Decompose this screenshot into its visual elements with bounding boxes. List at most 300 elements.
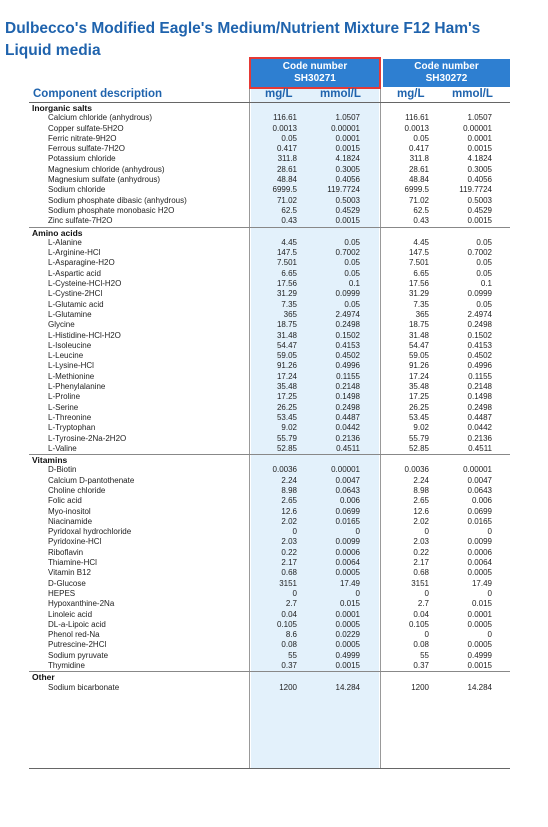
mmol-value-sh30272: 0.0005 xyxy=(467,640,492,650)
mmol-value-sh30272: 0.0699 xyxy=(467,506,492,516)
mg-value-sh30272: 0.68 xyxy=(413,568,429,578)
component-name: Glycine xyxy=(48,320,75,330)
mmol-value-sh30272: 0.0643 xyxy=(467,485,492,495)
mg-value-sh30272: 0.417 xyxy=(408,144,429,154)
table-row xyxy=(29,579,510,589)
mmol-value-sh30272: 0.00001 xyxy=(463,123,492,133)
mg-value-sh30272: 0.105 xyxy=(408,619,429,629)
mg-value-sh30271: 3151 xyxy=(279,578,297,588)
mmol-value-sh30271: 0.1502 xyxy=(335,330,360,340)
mg-value-sh30271: 4.45 xyxy=(281,237,297,247)
table-row xyxy=(29,258,510,268)
mg-value-sh30271: 0.68 xyxy=(281,568,297,578)
component-name: L-Cysteine-HCl-H2O xyxy=(48,279,122,289)
component-name: Riboflavin xyxy=(48,547,84,557)
mmol-value-sh30271: 4.1824 xyxy=(335,154,360,164)
mmol-value-sh30272: 0.0015 xyxy=(467,216,492,226)
component-name: L-Proline xyxy=(48,392,81,402)
component-name: Pyridoxine-HCl xyxy=(48,537,102,547)
mg-value-sh30271: 54.47 xyxy=(276,340,297,350)
section-heading: Other xyxy=(29,671,510,682)
mg-value-sh30272: 8.98 xyxy=(413,485,429,495)
component-name: D-Glucose xyxy=(48,578,86,588)
table-row xyxy=(29,361,510,371)
mmol-value-sh30271: 0.2498 xyxy=(335,320,360,330)
table-row xyxy=(29,372,510,382)
mg-value-sh30271: 35.48 xyxy=(276,382,297,392)
mmol-value-sh30271: 0.4153 xyxy=(335,340,360,350)
mmol-value-sh30271: 0.0005 xyxy=(335,619,360,629)
table-row xyxy=(29,196,510,206)
mmol-value-sh30271: 0.0442 xyxy=(335,423,360,433)
mmol-value-sh30272: 0.015 xyxy=(471,599,492,609)
mmol-value-sh30271: 0.3005 xyxy=(335,164,360,174)
table-row xyxy=(29,403,510,413)
mg-value-sh30272: 2.65 xyxy=(413,496,429,506)
table-row xyxy=(29,423,510,433)
mg-value-sh30272: 62.5 xyxy=(413,205,429,215)
mg-value-sh30271: 0.43 xyxy=(281,216,297,226)
mg-value-sh30271: 6999.5 xyxy=(272,185,297,195)
mmol-value-sh30271: 0.2148 xyxy=(335,382,360,392)
mg-value-sh30272: 31.29 xyxy=(408,289,429,299)
mmol-value-sh30271: 0.0643 xyxy=(335,485,360,495)
mmol-value-sh30271: 0.0165 xyxy=(335,516,360,526)
component-name: L-Alanine xyxy=(48,237,82,247)
component-name: Zinc sulfate-7H2O xyxy=(48,216,113,226)
mmol-value-sh30272: 0.0015 xyxy=(467,661,492,671)
component-name: Magnesium sulfate (anhydrous) xyxy=(48,175,161,185)
mmol-value-sh30271: 0.0005 xyxy=(335,568,360,578)
component-name: Sodium phosphate dibasic (anhydrous) xyxy=(48,195,187,205)
component-name: L-Arginine-HCl xyxy=(48,248,101,258)
mmol-value-sh30272: 0.2498 xyxy=(467,402,492,412)
mmol-value-sh30272: 0.0165 xyxy=(467,516,492,526)
mg-value-sh30271: 0 xyxy=(292,527,297,537)
mg-value-sh30272: 31.48 xyxy=(408,330,429,340)
mg-value-sh30272: 54.47 xyxy=(408,340,429,350)
mg-value-sh30271: 365 xyxy=(283,309,297,319)
mg-value-sh30272: 0 xyxy=(424,630,429,640)
mg-value-sh30272: 59.05 xyxy=(408,351,429,361)
mmol-value-sh30272: 0.2148 xyxy=(467,382,492,392)
table-row xyxy=(29,310,510,320)
mg-value-sh30271: 0.0036 xyxy=(272,465,297,475)
mg-value-sh30272: 3151 xyxy=(411,578,429,588)
table-row xyxy=(29,568,510,578)
mmol-value-sh30272: 0.0005 xyxy=(467,619,492,629)
section-heading: Vitamins xyxy=(29,454,510,465)
mg-value-sh30272: 17.56 xyxy=(408,279,429,289)
code-label: Code number xyxy=(282,61,348,72)
mg-value-sh30272: 0.08 xyxy=(413,640,429,650)
mg-value-sh30272: 17.25 xyxy=(408,392,429,402)
table-row xyxy=(29,320,510,330)
mg-value-sh30271: 18.75 xyxy=(276,320,297,330)
table-row xyxy=(29,630,510,640)
component-name: L-Leucine xyxy=(48,351,84,361)
mmol-value-sh30271: 1.0507 xyxy=(335,113,360,123)
mmol-value-sh30271: 0.0001 xyxy=(335,133,360,143)
mmol-value-sh30271: 0.0229 xyxy=(335,630,360,640)
mmol-value-sh30272: 0.4502 xyxy=(467,351,492,361)
component-name: HEPES xyxy=(48,588,76,598)
mg-value-sh30271: 12.6 xyxy=(281,506,297,516)
mmol-value-sh30271: 0.1155 xyxy=(336,371,360,381)
mg-value-sh30271: 31.29 xyxy=(276,289,297,299)
component-name: Pyridoxal hydrochloride xyxy=(48,527,132,537)
mmol-value-sh30272: 0 xyxy=(487,630,492,640)
mg-value-sh30272: 6.65 xyxy=(413,268,429,278)
mg-value-sh30271: 0.08 xyxy=(281,640,297,650)
component-name: Choline chloride xyxy=(48,485,106,495)
mg-value-sh30271: 28.61 xyxy=(276,164,297,174)
mmol-value-sh30271: 0.4996 xyxy=(335,361,360,371)
table-row xyxy=(29,238,510,248)
table-row xyxy=(29,517,510,527)
component-name: Linoleic acid xyxy=(48,609,93,619)
mmol-value-sh30272: 0.1 xyxy=(480,279,492,289)
mmol-value-sh30271: 0 xyxy=(355,527,360,537)
mg-value-sh30272: 53.45 xyxy=(408,412,429,422)
component-name: L-Lysine-HCl xyxy=(48,361,94,371)
component-name: Phenol red-Na xyxy=(48,630,100,640)
table-row xyxy=(29,486,510,496)
component-name: Thiamine-HCl xyxy=(48,558,97,568)
component-name: L-Threonine xyxy=(48,412,92,422)
component-name: Folic acid xyxy=(48,496,82,506)
table-row xyxy=(29,279,510,289)
table-row xyxy=(29,465,510,475)
mg-value-sh30272: 6999.5 xyxy=(404,185,429,195)
mg-value-sh30272: 0 xyxy=(424,527,429,537)
mmol-value-sh30271: 0.05 xyxy=(344,268,360,278)
mg-value-sh30271: 0.04 xyxy=(281,609,297,619)
table-row xyxy=(29,589,510,599)
table-row xyxy=(29,248,510,258)
mmol-value-sh30272: 0.0001 xyxy=(467,133,492,143)
mmol-value-sh30271: 0.0015 xyxy=(335,216,360,226)
table-row xyxy=(29,165,510,175)
code-label: Code number xyxy=(414,61,479,72)
mmol-value-sh30272: 0.1155 xyxy=(468,371,492,381)
mg-value-sh30272: 71.02 xyxy=(408,195,429,205)
table-row xyxy=(29,175,510,185)
component-name: Calcium D-pantothenate xyxy=(48,475,135,485)
mg-value-sh30271: 26.25 xyxy=(276,402,297,412)
table-header xyxy=(0,87,548,102)
component-name: Ferric nitrate-9H2O xyxy=(48,133,117,143)
component-name: L-Asparagine-H2O xyxy=(48,258,115,268)
mg-value-sh30271: 2.24 xyxy=(281,475,297,485)
mg-value-sh30271: 8.98 xyxy=(281,485,297,495)
mmol-value-sh30271: 0.4529 xyxy=(335,205,360,215)
component-name: Potassium chloride xyxy=(48,154,116,164)
mg-value-sh30272: 2.24 xyxy=(413,475,429,485)
component-name: Sodium bicarbonate xyxy=(48,682,120,692)
mmol-value-sh30271: 0.0999 xyxy=(335,289,360,299)
table-row xyxy=(29,548,510,558)
table-row xyxy=(29,134,510,144)
mg-value-sh30271: 2.65 xyxy=(281,496,297,506)
mg-value-sh30271: 52.85 xyxy=(276,443,297,453)
component-name: Calcium chloride (anhydrous) xyxy=(48,113,153,123)
component-name: L-Glutamic acid xyxy=(48,299,104,309)
component-name: L-Phenylalanine xyxy=(48,382,106,392)
mmol-value-sh30272: 1.0507 xyxy=(467,113,492,123)
mg-value-sh30271: 311.8 xyxy=(277,154,297,164)
mmol-value-sh30272: 17.49 xyxy=(471,578,492,588)
mmol-value-sh30271: 17.49 xyxy=(339,578,360,588)
mmol-value-sh30271: 0.0001 xyxy=(335,609,360,619)
mg-value-sh30272: 0 xyxy=(424,588,429,598)
mg-value-sh30272: 147.5 xyxy=(408,248,429,258)
mmol-value-sh30272: 0.0001 xyxy=(467,609,492,619)
mmol-value-sh30271: 0.5003 xyxy=(335,195,360,205)
mg-value-sh30271: 2.02 xyxy=(281,516,297,526)
component-name: L-Histidine-HCl-H2O xyxy=(48,330,121,340)
mmol-value-sh30271: 0.0015 xyxy=(335,144,360,154)
mg-value-sh30272: 365 xyxy=(415,309,429,319)
component-name: Niacinamide xyxy=(48,516,93,526)
table-row xyxy=(29,599,510,609)
mmol-value-sh30272: 0.0064 xyxy=(467,558,492,568)
mmol-value-sh30272: 0.5003 xyxy=(467,195,492,205)
component-name: L-Tyrosine-2Na-2H2O xyxy=(48,433,127,443)
mg-value-sh30271: 55.79 xyxy=(276,433,297,443)
component-name: Vitamin B12 xyxy=(48,568,91,578)
table-row xyxy=(29,527,510,537)
component-name: L-Valine xyxy=(48,443,77,453)
mmol-value-sh30272: 0.0047 xyxy=(467,475,492,485)
mg-value-sh30272: 1200 xyxy=(411,682,429,692)
component-name: L-Isoleucine xyxy=(48,340,92,350)
mg-value-sh30272: 55 xyxy=(420,650,429,660)
mmol-value-sh30272: 0.0006 xyxy=(467,547,492,557)
mmol-value-sh30272: 0.4511 xyxy=(468,443,492,453)
mmol-value-sh30272: 0.05 xyxy=(476,258,492,268)
mg-value-sh30271: 6.65 xyxy=(281,268,297,278)
mg-value-sh30272: 7.35 xyxy=(413,299,429,309)
mg-value-sh30271: 91.26 xyxy=(276,361,297,371)
mg-value-sh30271: 2.03 xyxy=(281,537,297,547)
mg-value-sh30272: 0.22 xyxy=(413,547,429,557)
mg-value-sh30271: 17.56 xyxy=(276,279,297,289)
component-name: Sodium pyruvate xyxy=(48,650,109,660)
mmol-value-sh30272: 0.4529 xyxy=(467,205,492,215)
mmol-value-sh30272: 0.1502 xyxy=(467,330,492,340)
table-row xyxy=(29,640,510,650)
code-value: SH30272 xyxy=(425,73,468,84)
mg-value-sh30271: 17.25 xyxy=(276,392,297,402)
mg-value-sh30272: 55.79 xyxy=(408,433,429,443)
component-name: L-Serine xyxy=(48,402,79,412)
table-row xyxy=(29,683,510,693)
component-name: Sodium phosphate monobasic H2O xyxy=(48,205,175,215)
table-row xyxy=(29,351,510,361)
mg-value-sh30272: 0.43 xyxy=(413,216,429,226)
mg-value-sh30271: 62.5 xyxy=(281,205,297,215)
mg-value-sh30271: 9.02 xyxy=(281,423,297,433)
mg-value-sh30271: 48.84 xyxy=(276,175,297,185)
mmol-value-sh30272: 0.4996 xyxy=(467,361,492,371)
mg-value-sh30271: 0.417 xyxy=(276,144,297,154)
mmol-value-sh30272: 2.4974 xyxy=(467,309,492,319)
table-row xyxy=(29,154,510,164)
mmol-value-sh30271: 0.00001 xyxy=(331,123,360,133)
mmol-value-sh30271: 0.05 xyxy=(344,237,360,247)
mmol-value-sh30272: 0.2498 xyxy=(467,320,492,330)
mmol-value-sh30272: 0.3005 xyxy=(467,164,492,174)
mmol-value-sh30271: 0.00001 xyxy=(331,465,360,475)
mmol-value-sh30271: 0.006 xyxy=(339,496,360,506)
table-row xyxy=(29,269,510,279)
table-row xyxy=(29,496,510,506)
mg-value-sh30271: 53.45 xyxy=(276,412,297,422)
mg-value-sh30272: 0.0036 xyxy=(404,465,429,475)
section-heading: Amino acids xyxy=(29,227,510,238)
code-value: SH30271 xyxy=(294,73,336,84)
mg-value-sh30272: 2.03 xyxy=(413,537,429,547)
mmol-value-sh30271: 0.0047 xyxy=(335,475,360,485)
mmol-per-liter-header: mmol/L xyxy=(452,88,493,100)
mg-value-sh30272: 28.61 xyxy=(408,164,429,174)
table-row xyxy=(29,413,510,423)
mmol-value-sh30272: 0 xyxy=(487,588,492,598)
table-row xyxy=(29,507,510,517)
mmol-value-sh30272: 0.4153 xyxy=(467,340,492,350)
table-row xyxy=(29,651,510,661)
mg-value-sh30272: 311.8 xyxy=(409,154,429,164)
mg-value-sh30271: 31.48 xyxy=(276,330,297,340)
mmol-value-sh30272: 4.1824 xyxy=(467,154,492,164)
mmol-value-sh30272: 0.4999 xyxy=(467,650,492,660)
mmol-value-sh30271: 0 xyxy=(355,588,360,598)
table-row xyxy=(29,300,510,310)
selection-highlight-box xyxy=(249,57,381,89)
table-row xyxy=(29,124,510,134)
component-name: L-Aspartic acid xyxy=(48,268,101,278)
component-name: Putrescine-2HCl xyxy=(48,640,107,650)
table-row xyxy=(29,392,510,402)
mg-per-liter-header: mg/L xyxy=(265,88,293,100)
mmol-value-sh30272: 0.4056 xyxy=(467,175,492,185)
mg-value-sh30271: 116.61 xyxy=(273,113,297,123)
mmol-value-sh30272: 0.05 xyxy=(476,268,492,278)
mmol-value-sh30271: 0.4502 xyxy=(335,351,360,361)
component-name: Ferrous sulfate-7H2O xyxy=(48,144,125,154)
mmol-value-sh30271: 0.015 xyxy=(339,599,360,609)
table-row xyxy=(29,331,510,341)
component-name: Magnesium chloride (anhydrous) xyxy=(48,164,165,174)
mg-value-sh30272: 91.26 xyxy=(408,361,429,371)
mmol-value-sh30272: 14.284 xyxy=(467,682,492,692)
table-row xyxy=(29,113,510,123)
mg-value-sh30271: 71.02 xyxy=(276,195,297,205)
mg-value-sh30272: 12.6 xyxy=(413,506,429,516)
table-row xyxy=(29,206,510,216)
mmol-value-sh30271: 0.1 xyxy=(348,279,360,289)
mg-value-sh30271: 0.05 xyxy=(281,133,297,143)
mmol-value-sh30272: 0.05 xyxy=(476,299,492,309)
table-row xyxy=(29,620,510,630)
component-name: L-Cystine-2HCl xyxy=(48,289,103,299)
mmol-value-sh30271: 0.2498 xyxy=(335,402,360,412)
mmol-value-sh30272: 0.0442 xyxy=(467,423,492,433)
mg-value-sh30272: 9.02 xyxy=(413,423,429,433)
mg-value-sh30272: 2.17 xyxy=(413,558,429,568)
mg-value-sh30271: 17.24 xyxy=(276,371,297,381)
component-name: L-Tryptophan xyxy=(48,423,96,433)
component-name: L-Methionine xyxy=(48,371,95,381)
table-row xyxy=(29,185,510,195)
mmol-value-sh30271: 0.05 xyxy=(344,299,360,309)
mmol-value-sh30271: 0.7002 xyxy=(335,248,360,258)
mg-value-sh30272: 0.05 xyxy=(413,133,429,143)
mg-value-sh30271: 2.17 xyxy=(281,558,297,568)
mg-value-sh30271: 55 xyxy=(288,650,297,660)
table-row xyxy=(29,144,510,154)
mmol-value-sh30272: 0.2136 xyxy=(467,433,492,443)
mg-value-sh30271: 0.105 xyxy=(276,619,297,629)
mmol-value-sh30271: 0.0006 xyxy=(335,547,360,557)
mg-value-sh30272: 116.61 xyxy=(405,113,429,123)
table-row xyxy=(29,289,510,299)
mg-per-liter-header: mg/L xyxy=(397,88,425,100)
mg-value-sh30271: 0.0013 xyxy=(272,123,297,133)
mmol-value-sh30272: 0.1498 xyxy=(467,392,492,402)
mmol-value-sh30272: 0.0005 xyxy=(467,568,492,578)
mmol-value-sh30272: 0.4487 xyxy=(467,412,492,422)
component-name: DL-a-Lipoic acid xyxy=(48,619,106,629)
mmol-value-sh30271: 0.4511 xyxy=(336,443,360,453)
mg-value-sh30271: 0 xyxy=(292,588,297,598)
mg-value-sh30272: 2.02 xyxy=(413,516,429,526)
page-title: Dulbecco's Modified Eagle's Medium/Nutrient Mixture F12 Ham's Liquid media xyxy=(5,20,481,59)
mmol-per-liter-header: mmol/L xyxy=(320,88,361,100)
mg-value-sh30271: 7.35 xyxy=(281,299,297,309)
mmol-value-sh30271: 0.0005 xyxy=(335,640,360,650)
component-description-header: Component description xyxy=(33,88,163,100)
mmol-value-sh30272: 0.0999 xyxy=(467,289,492,299)
mmol-value-sh30271: 0.4487 xyxy=(335,412,360,422)
mg-value-sh30272: 7.501 xyxy=(408,258,429,268)
mg-value-sh30272: 52.85 xyxy=(408,443,429,453)
section-heading: Inorganic salts xyxy=(32,103,92,113)
mg-value-sh30272: 0.0013 xyxy=(404,123,429,133)
mmol-value-sh30271: 119.7724 xyxy=(327,185,360,195)
mg-value-sh30272: 2.7 xyxy=(417,599,429,609)
mmol-value-sh30271: 0.05 xyxy=(344,258,360,268)
component-name: D-Biotin xyxy=(48,465,77,475)
mg-value-sh30271: 0.22 xyxy=(281,547,297,557)
table-row xyxy=(29,558,510,568)
mg-value-sh30272: 17.24 xyxy=(408,371,429,381)
mg-value-sh30271: 59.05 xyxy=(276,351,297,361)
code-header-sh30272 xyxy=(383,59,510,87)
mmol-value-sh30271: 0.0099 xyxy=(335,537,360,547)
mg-value-sh30271: 0.37 xyxy=(281,661,297,671)
mg-value-sh30272: 0.37 xyxy=(413,661,429,671)
mmol-value-sh30272: 0 xyxy=(487,527,492,537)
mg-value-sh30271: 7.501 xyxy=(276,258,297,268)
mg-value-sh30272: 0.04 xyxy=(413,609,429,619)
component-name: Myo-inositol xyxy=(48,506,91,516)
component-name: Thymidine xyxy=(48,661,85,671)
mmol-value-sh30271: 0.2136 xyxy=(335,433,360,443)
mmol-value-sh30271: 2.4974 xyxy=(335,309,360,319)
mmol-value-sh30271: 0.0699 xyxy=(335,506,360,516)
